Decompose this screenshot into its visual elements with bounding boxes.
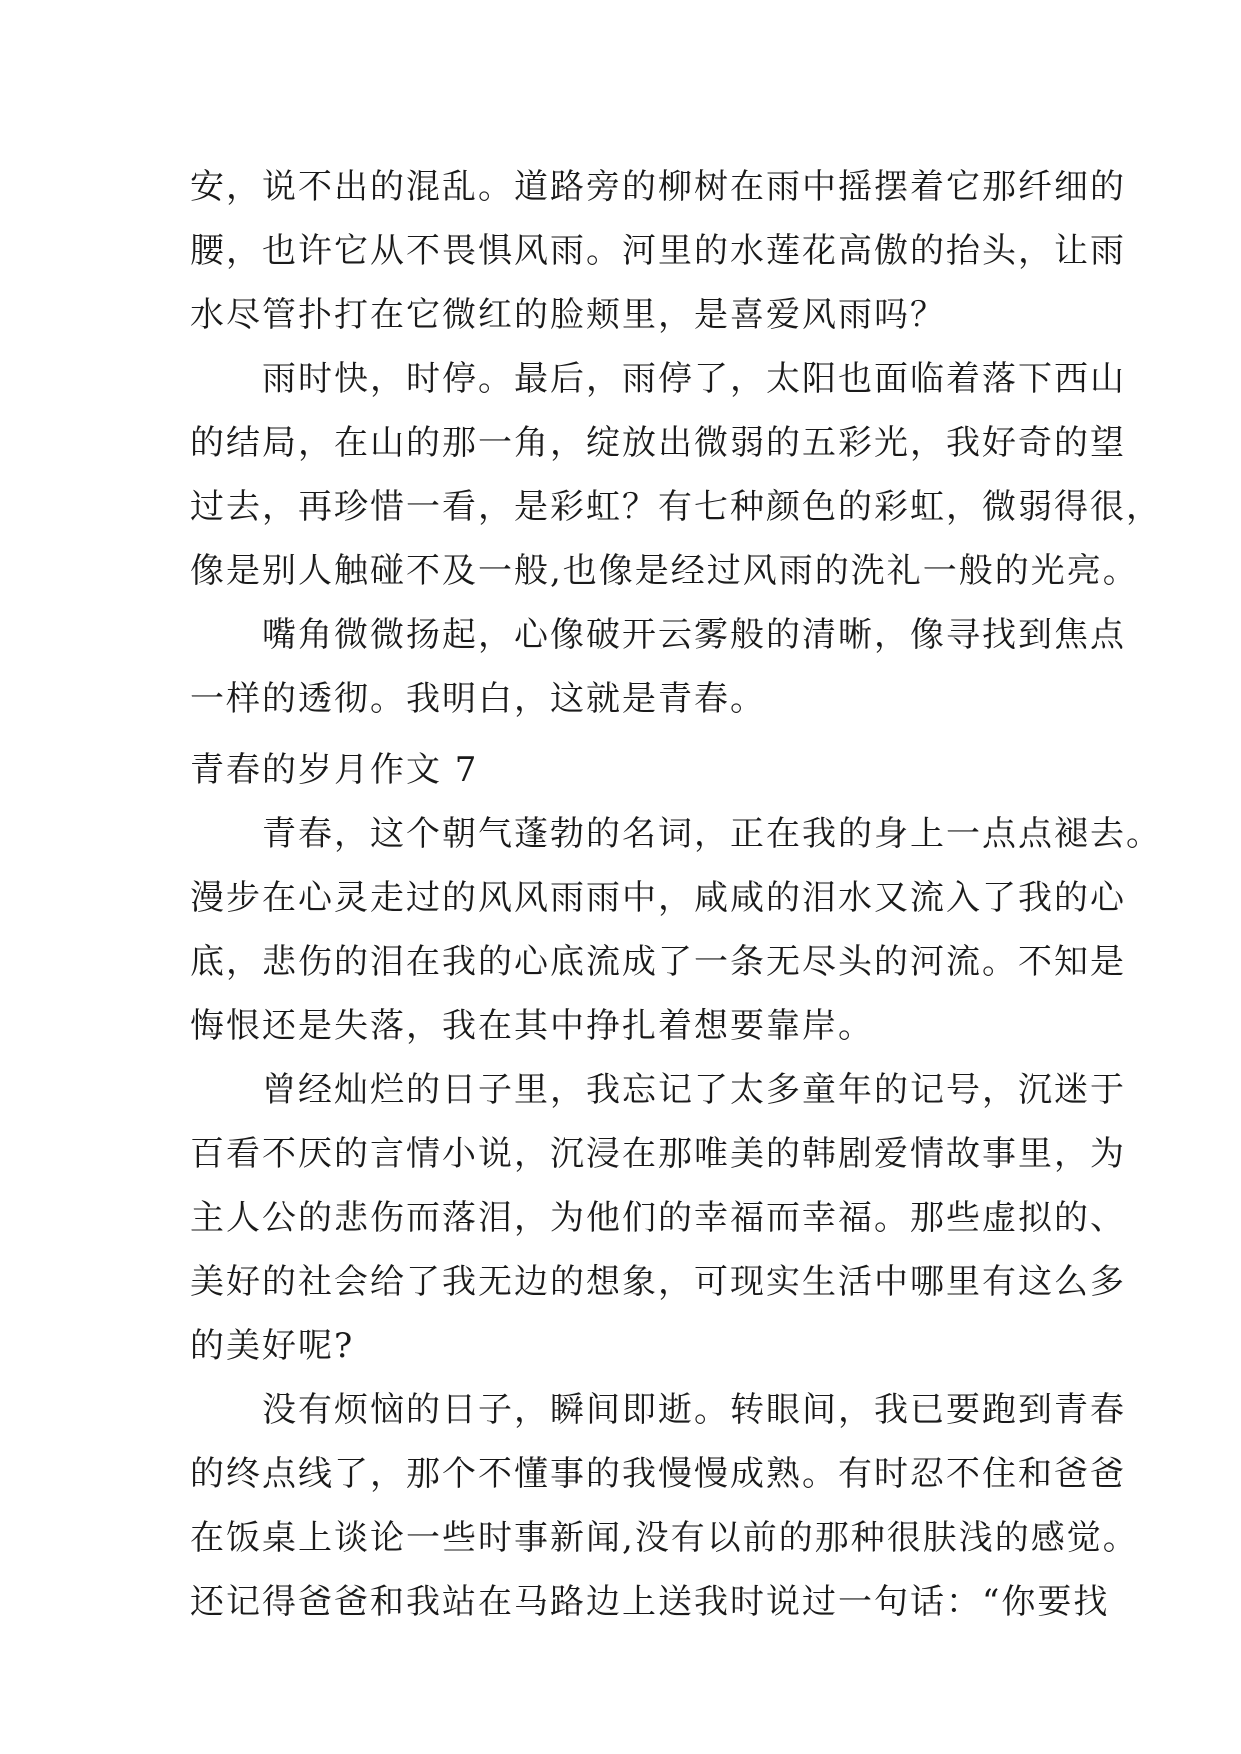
text-line: 曾经灿烂的日子里，我忘记了太多童年的记号，沉迷于: [190, 1070, 1126, 1110]
text-line: 腰，也许它从不畏惧风雨。河里的水莲花高傲的抬头，让雨: [190, 231, 1126, 271]
text-line: 青春，这个朝气蓬勃的名词，正在我的身上一点点褪去。: [190, 814, 1162, 854]
text-line: 雨时快，时停。最后，雨停了，太阳也面临着落下西山: [190, 359, 1126, 399]
text-line: 还记得爸爸和我站在马路边上送我时说过一句话：“你要找: [190, 1582, 1110, 1622]
text-line: 一样的透彻。我明白，这就是青春。: [190, 679, 766, 719]
text-line: 嘴角微微扬起，心像破开云雾般的清晰，像寻找到焦点: [190, 615, 1126, 655]
text-line: 的终点线了，那个不懂事的我慢慢成熟。有时忍不住和爸爸: [190, 1454, 1126, 1494]
text-line: 像是别人触碰不及一般,也像是经过风雨的洗礼一般的光亮。: [190, 551, 1139, 591]
text-line: 底，悲伤的泪在我的心底流成了一条无尽头的河流。不知是: [190, 942, 1126, 982]
section-title: 青春的岁月作文 7: [190, 750, 479, 790]
essay-part-1: [190, 155, 1162, 731]
text-line: 的美好呢?: [190, 1326, 355, 1366]
text-line: 美好的社会给了我无边的想象，可现实生活中哪里有这么多: [190, 1262, 1126, 1302]
text-line: 百看不厌的言情小说，沉浸在那唯美的韩剧爱情故事里，为: [190, 1134, 1126, 1174]
text-line: 的结局，在山的那一角，绽放出微弱的五彩光，我好奇的望: [190, 423, 1126, 463]
text-line: 没有烦恼的日子，瞬间即逝。转眼间，我已要跑到青春: [190, 1390, 1126, 1430]
essay-part-2: [190, 802, 1162, 1634]
text-line: 主人公的悲伤而落泪，为他们的幸福而幸福。那些虚拟的、: [190, 1198, 1126, 1238]
text-line: 在饭桌上谈论一些时事新闻,没有以前的那种很肤浅的感觉。: [190, 1518, 1139, 1558]
text-line: 水尽管扑打在它微红的脸颊里，是喜爱风雨吗？: [190, 295, 946, 335]
text-line: 漫步在心灵走过的风风雨雨中，咸咸的泪水又流入了我的心: [190, 878, 1126, 918]
text-line: 过去，再珍惜一看，是彩虹？有七种颜色的彩虹，微弱得很，: [190, 487, 1162, 527]
text-line: 悔恨还是失落，我在其中挣扎着想要靠岸。: [190, 1006, 874, 1046]
text-line: 安，说不出的混乱。道路旁的柳树在雨中摇摆着它那纤细的: [190, 167, 1126, 207]
